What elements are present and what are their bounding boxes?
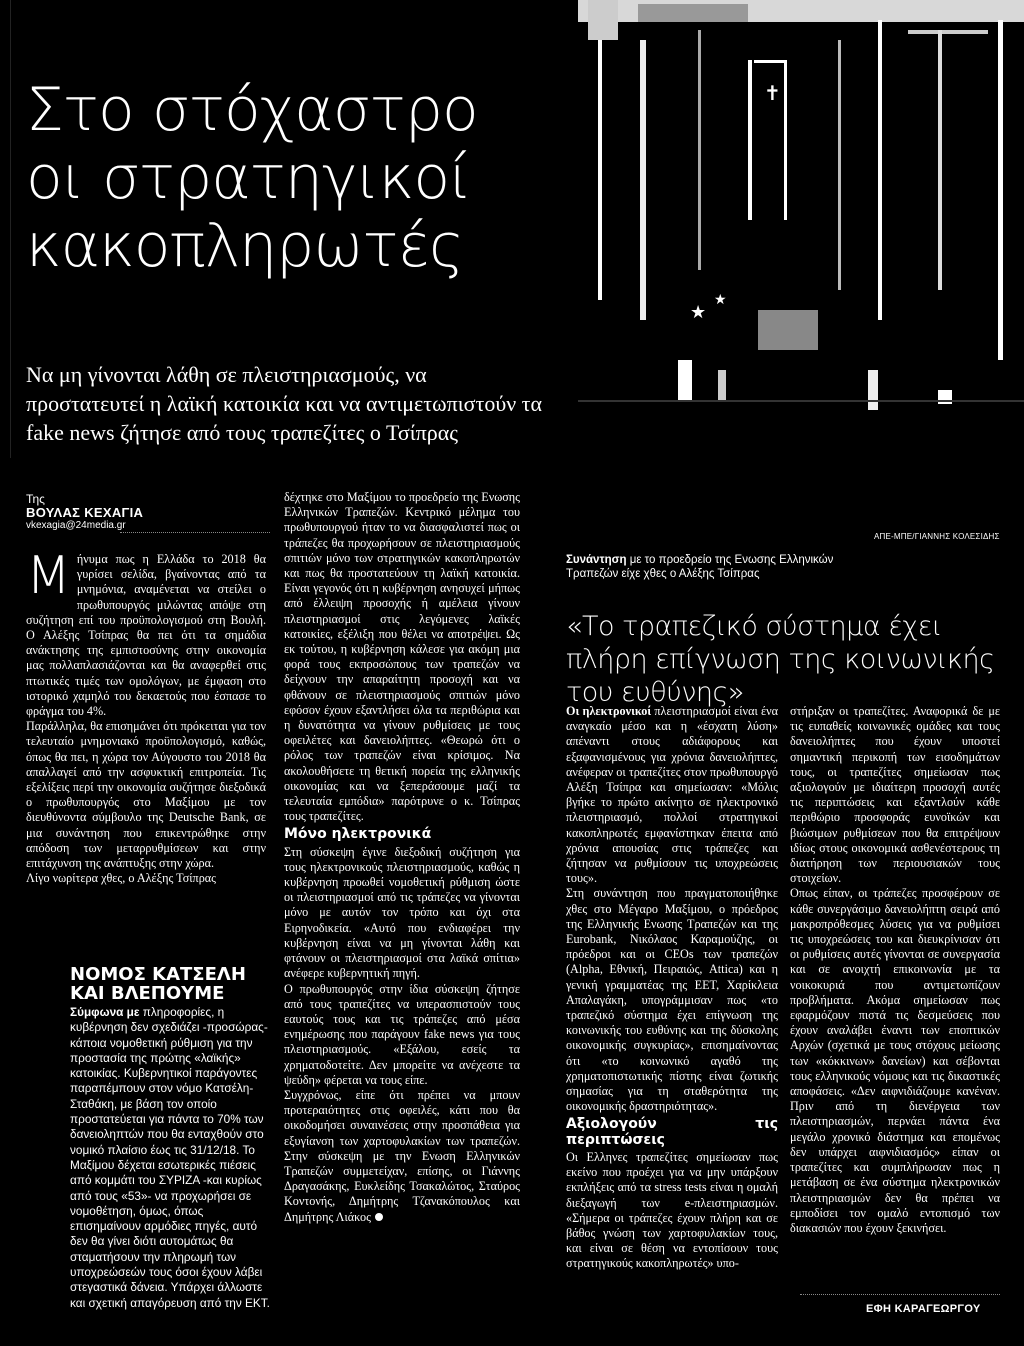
box-text bbox=[70, 1005, 274, 1311]
paragraph: δέχτηκε στο Μαξίμου το προεδρείο της Ενωσης Ελληνικών Τραπεζών. Κεντρικό μέλημα του πρωθυπουργού ήταν το να διασφαλιστεί πως οι τράπεζες θα προχωρήσουν σε πλειστηριασμούς σπιτιών μόνο των στρατηγικών κακοπληρωτών και πως θα προστατεύουν τη λαϊκή κατοικία. Είναι γεγονός ότι η κυβέρνηση ανησυχεί μήπως από έλλειψη προσοχής ή αμέλεια γίνουν πλειστηριασμοί στις λεγόμενες λαϊκές κατοικίες, εξέλιξη που θέλει να αποτρέψει. Ως εκ τούτου, η κυβέρνηση κάλεσε για ακόμη μια φορά τους εκπροσώπους των τραπεζών να δείχνουν την απαραίτητη προσοχή και να φθάνουν σε πλειστηριασμούς σπιτιών μόνο εφόσον έχουν εξαντλήσει όλα τα περιθώρια και η δυνατότητα να γίνουν ρυθμίσεις με τους οφειλέτες και δανειολήπτες. «Θεωρώ ότι ο ρόλος των τραπεζών είναι κρίσιμος. Να ακολουθήσετε τη θετική πορεία της ελληνικής οικονομίας και να ξεπεράσουμε μαζί τα τελευταία εμπόδια» παρότρυνε ο κ. Τσίπρας τους τραπεζίτες. bbox=[284, 490, 520, 824]
photo-credit: ΑΠΕ-ΜΠΕ/ΓΙΑΝΝΗΣ ΚΟΛΕΣΙΔΗΣ bbox=[874, 532, 1000, 541]
article-photo bbox=[578, 0, 1024, 458]
headline-line-3: κακοπληρωτές bbox=[26, 211, 464, 281]
article-column-1 bbox=[26, 546, 266, 886]
end-mark-icon bbox=[375, 1213, 383, 1221]
section-heading-electronic: Μόνο ηλεκτρονικά bbox=[284, 826, 432, 843]
svg-text:★: ★ bbox=[714, 292, 727, 308]
photo-caption bbox=[566, 553, 886, 581]
box-lead: Σύμφωνα με bbox=[70, 1005, 140, 1019]
caption-lead: Συνάντηση bbox=[566, 554, 627, 566]
article-column-2 bbox=[284, 490, 520, 1225]
article-column-3 bbox=[566, 704, 778, 1272]
paragraph: Στη σύσκεψη έγινε διεξοδική συζήτηση για τους ηλεκτρονικούς πλειστηριασμούς, καθώς η κυβέρνηση προωθεί νομοθετική ρύθμιση ώστε οι πλειστηριασμοί από τις τράπεζες να γίνονται μόνο με αυτόν τον τρόπο και όχι στα Ειρηνοδικεία. «Αυτό που ενδιαφέρει την κυβέρνηση είναι να μη γίνονται λάθη και φτάνουν οι πλειστηριασμοί στα λαϊκά σπίτια» ανέφερε κυβερνητική πηγή. bbox=[284, 844, 520, 981]
drop-cap: Μ bbox=[26, 546, 71, 606]
paragraph: Παράλληλα, θα επισημάνει ότι πρόκειται για τον τελευταίο μνημονιακό προϋπολογισμό, καθώς, όπως θα πει, η χώρα τον Αύγουστο του 2018 θα απαλλαγεί από την ασφυκτική επιτροπεία. Τις εξελίξεις περί την οικονομία συζήτησε διεξοδικά ο πρωθυπουργός στο Μαξίμου με τον διευθύνοντα σύμβουλο της Deutsche Bank, σε μια συνάντηση που επικεντρώθηκε στην απόδοση των μεταρρυθμίσεων και στην επιτάχυνση της ανάπτυξης στην χώρα. bbox=[26, 719, 266, 871]
headline bbox=[26, 76, 546, 280]
paragraph: Στη συνάντηση που πραγματοποιήθηκε χθες στο Μέγαρο Μαξίμου, ο πρόεδρος της Ελληνικής Ενωσης Τραπεζών και της Eurobank, Νικόλαος Καραμούζης, οι πρόεδροι και οι CEOs των τραπεζών (Alpha, Εθνική, Πειραιώς, Attica) και η γενική γραμματέας της ΕΕΤ, Χαρίκλεια Απαλαγάκη, υπογράμμισαν πως «το τραπεζικό σύστημα έχει επίγνωση της κοινωνικής του ευθύνης και της δύσκολης οικονομικής συγκυρίας», επισημαίνοντας ότι «το κοινωνικό αγαθό της χρηματοπιστωτικής πίστης είναι ζωτικής σημασίας για τη σταθερότητα της οικονομικής δραστηριότητας». bbox=[566, 886, 778, 1114]
byline-prefix: Της bbox=[26, 492, 45, 506]
article-column-4 bbox=[790, 704, 1000, 1236]
byline-author: ΒΟΥΛΑΣ ΚΕΧΑΓΙΑ bbox=[26, 505, 144, 520]
box-body: πληροφορίες, η κυβέρνηση δεν σχεδιάζει -προσώρας- κάποια νομοθετική ρύθμιση για την προστασία της πρώτης «λαϊκής» κατοικίας. Κυβερνητικοί παράγοντες παραπέμπουν στον νόμο Κατσέλη-Σταθάκη, με βάση τον οποίο προστατεύεται για πάντα το 70% των δανειοληπτών που θα ενταχθούν στο νομικό πλαίσιο έως τις 31/12/18. Το Μαξίμου δέχεται εσωτερικές πιέσεις από κομμάτι του ΣΥΡΙΖΑ -και κυρίως από τους «53»- να προχωρήσει σε νομοθέτηση, όμως, όπως επισημαίνουν αρμόδιες πηγές, αυτό δεν θα γίνει διότι αυτομάτως θα σταματήσουν την πληρωμή των υποχρεώσεών τους όσοι έχουν λάβει στεγαστικά δάνεια. Υπάρχει άλλωστε και σχετική απαγόρευση από την ΕΚΤ. bbox=[70, 1005, 270, 1310]
pull-quote: «Το τραπεζικό σύστημα έχει πλήρη επίγνωση της κοινωνικής του ευθύνης» bbox=[566, 611, 995, 708]
section-heading-assess: Αξιολογούν τις περιπτώσεις bbox=[566, 1116, 778, 1148]
box-title-line-2: ΚΑΙ ΒΛΕΠΟΥΜΕ bbox=[70, 983, 225, 1004]
paragraph: Μήνυμα πως η Ελλάδα το 2018 θα γυρίσει σελίδα, βγαίνοντας από τα μνημόνια, αναμένεται να στείλει ο πρωθυπουργός μιλώντας απόψε στη συζήτηση επί του προϋπολογισμού στη Βουλή. Ο Αλέξης Τσίπρας θα πει ότι τα σημάδια ανάκτησης της εμπιστοσύνης στην οικονομία μας πολλαπλασιάζονται και θα αναφερθεί στις πτωτικές τιμές των ομολόγων, με έμφαση στο ιστορικό χαμηλό του δεκαετούς που έσπασε το φράγμα του 4%. bbox=[26, 546, 266, 719]
box-title bbox=[70, 965, 270, 1003]
paragraph: Ο πρωθυπουργός στην ίδια σύσκεψη ζήτησε από τους τραπεζίτες να υπερασπιστούν τους εαυτούς τους και τις τράπεζες από μέσα ενημέρωσης που παράγουν fake news για τους πλειστηριασμούς. «Εξάλου, εσείς τα χρηματοδοτείτε. Δεν μπορείτε να ανέχεστε τα ψεύδη» φέρεται να τους είπε. bbox=[284, 981, 520, 1087]
svg-text:✝: ✝ bbox=[764, 81, 781, 105]
sidebar-signature: ΕΦΗ ΚΑΡΑΓΕΩΡΓΟΥ bbox=[866, 1303, 981, 1315]
paragraph: Οι Ελληνες τραπεζίτες σημείωσαν πως εκείνο που προέχει για να μην υπάρξουν εκπλήξεις από τα stress tests είναι η ομαλή διεξαγωγή των e-πλειστηριασμών. «Σήμερα οι τράπεζες έχουν πλήρη και σε βάθος γνώση των χαρτοφυλακίων τους, και είναι σε θέση να εντοπίσουν τους στρατηγικούς κακοπληρωτές» υπο- bbox=[566, 1149, 778, 1271]
paragraph: Οι ηλεκτρονικοί πλειστηριασμοί είναι ένα αναγκαίο μέσο και η «έσχατη λύση» απέναντι στους αδιάφορους και εξαφανισμένους για χρόνια δανειολήπτες, ανέφεραν οι τραπεζίτες στον πρωθυπουργό Αλέξη Τσίπρα και σημείωσαν: «Μόλις βγήκε το πρώτο ακίνητο σε ηλεκτρονικό πλειστηριασμό, πολλοί στρατηγικοί κακοπληρωτές εμφανίστηκαν έπειτα από χρόνια απουσίας στις τράπεζες και ζήτησαν να ρυθμίσουν τις υποχρεώσεις τους». bbox=[566, 704, 778, 886]
svg-text:★: ★ bbox=[690, 302, 707, 323]
paragraph: Λίγο νωρίτερα χθες, ο Αλέξης Τσίπρας bbox=[26, 871, 217, 886]
paragraph: Συγχρόνως, είπε ότι πρέπει να μπουν προτεραιότητες στις οφειλές, κάτι που θα οικοδομήσει συναινέσεις στην προσπάθεια για εξυγίανση των χαρτοφυλακίων των τραπεζών. Στην σύσκεψη με την Ενωση Ελληνικών Τραπεζών συμμετείχαν, επίσης, οι Γιάννης Δραγασάκης, Ευκλείδης Τσακαλώτος, Σταύρος Κοντονής, Δημήτρης Τζανακόπουλος και Δημήτρης Λιάκος bbox=[284, 1087, 520, 1224]
byline-divider bbox=[120, 532, 270, 533]
byline-email[interactable]: vkexagia@24media.gr bbox=[26, 520, 126, 531]
headline-line-1: Στο στόχαστρο bbox=[26, 75, 478, 145]
left-rule bbox=[10, 0, 11, 458]
signature-divider bbox=[800, 1294, 1000, 1295]
paragraph: Οπως είπαν, οι τράπεζες προσφέρουν σε κάθε συνεργάσιμο δανειολήπτη σειρά από μακροπρόθεσμες λύσεις για να ρυθμίσει τις υποχρεώσεις του και διευκρίνισαν ότι οι ρυθμίσεις αυτές γίνονται σε συνεργασία και σε ανοιχτή επικοινωνία με τα νοικοκυριά που αντιμετωπίζουν προβλήματα. Ακόμα σημείωσαν πως εφαρμόζουν πιστά τις δεσμεύσεις που έχουν αναλάβει έναντι των εποπτικών Αρχών (σχετικά με τους στόχους μείωσης των «κόκκινων» δανείων) και σέβονται τους ελληνικούς νόμους και τις δικαστικές αποφάσεις. «Δεν αιφνιδιάζουμε κανέναν. Πριν από τη διενέργεια των πλειστηριασμών, περνάει πάντα ένα μεγάλο χρονικό διάστημα και επομένως δεν υπάρχει αιφνιδιασμός» είπαν οι τραπεζίτες και συμπλήρωσαν πως η μετάβαση σε ένα σύστημα ηλεκτρονικών πλειστηριασμών δεν θα πρέπει να εμποδίσει τον ομαλό εντοπισμό των διακασιών που έχουν ξεκινήσει. bbox=[790, 886, 1000, 1235]
subheadline: Να μη γίνονται λάθη σε πλειστηριασμούς, να προστατευτεί η λαϊκή κατοικία και να αντιμετωπιστούν τα fake news ζήτησε από τους τραπεζίτες ο Τσίπρας bbox=[26, 362, 543, 445]
caption-text: με το προεδρείο της Ενωσης Ελληνικών Τραπεζών είχε χθες ο Αλέξης Τσίπρας bbox=[566, 554, 834, 580]
photo-image bbox=[578, 0, 1024, 458]
paragraph: στήριξαν οι τραπεζίτες. Αναφορικά δε με τις ευπαθείς κοινωνικές ομάδες και τους δανειολήπτες που έχουν υποστεί σημαντική περικοπή των εισοδημάτων τους, οι τραπεζίτες σημείωσαν πως αξιολογούν με ιδιαίτερη προσοχή αυτές τις περιπτώσεις και εξαντλούν κάθε περιθώριο προσφοράς ευνοϊκών και βιώσιμων ρυθμίσεων που θα επιτρέψουν ιδίως στους οικονομικά ασθενέστερους τη διατήρηση των περιουσιακών τους στοιχείων. bbox=[790, 704, 1000, 886]
headline-line-2: οι στρατηγικοί bbox=[26, 143, 472, 213]
box-title-line-1: ΝΟΜΟΣ ΚΑΤΣΕΛΗ bbox=[70, 964, 246, 985]
